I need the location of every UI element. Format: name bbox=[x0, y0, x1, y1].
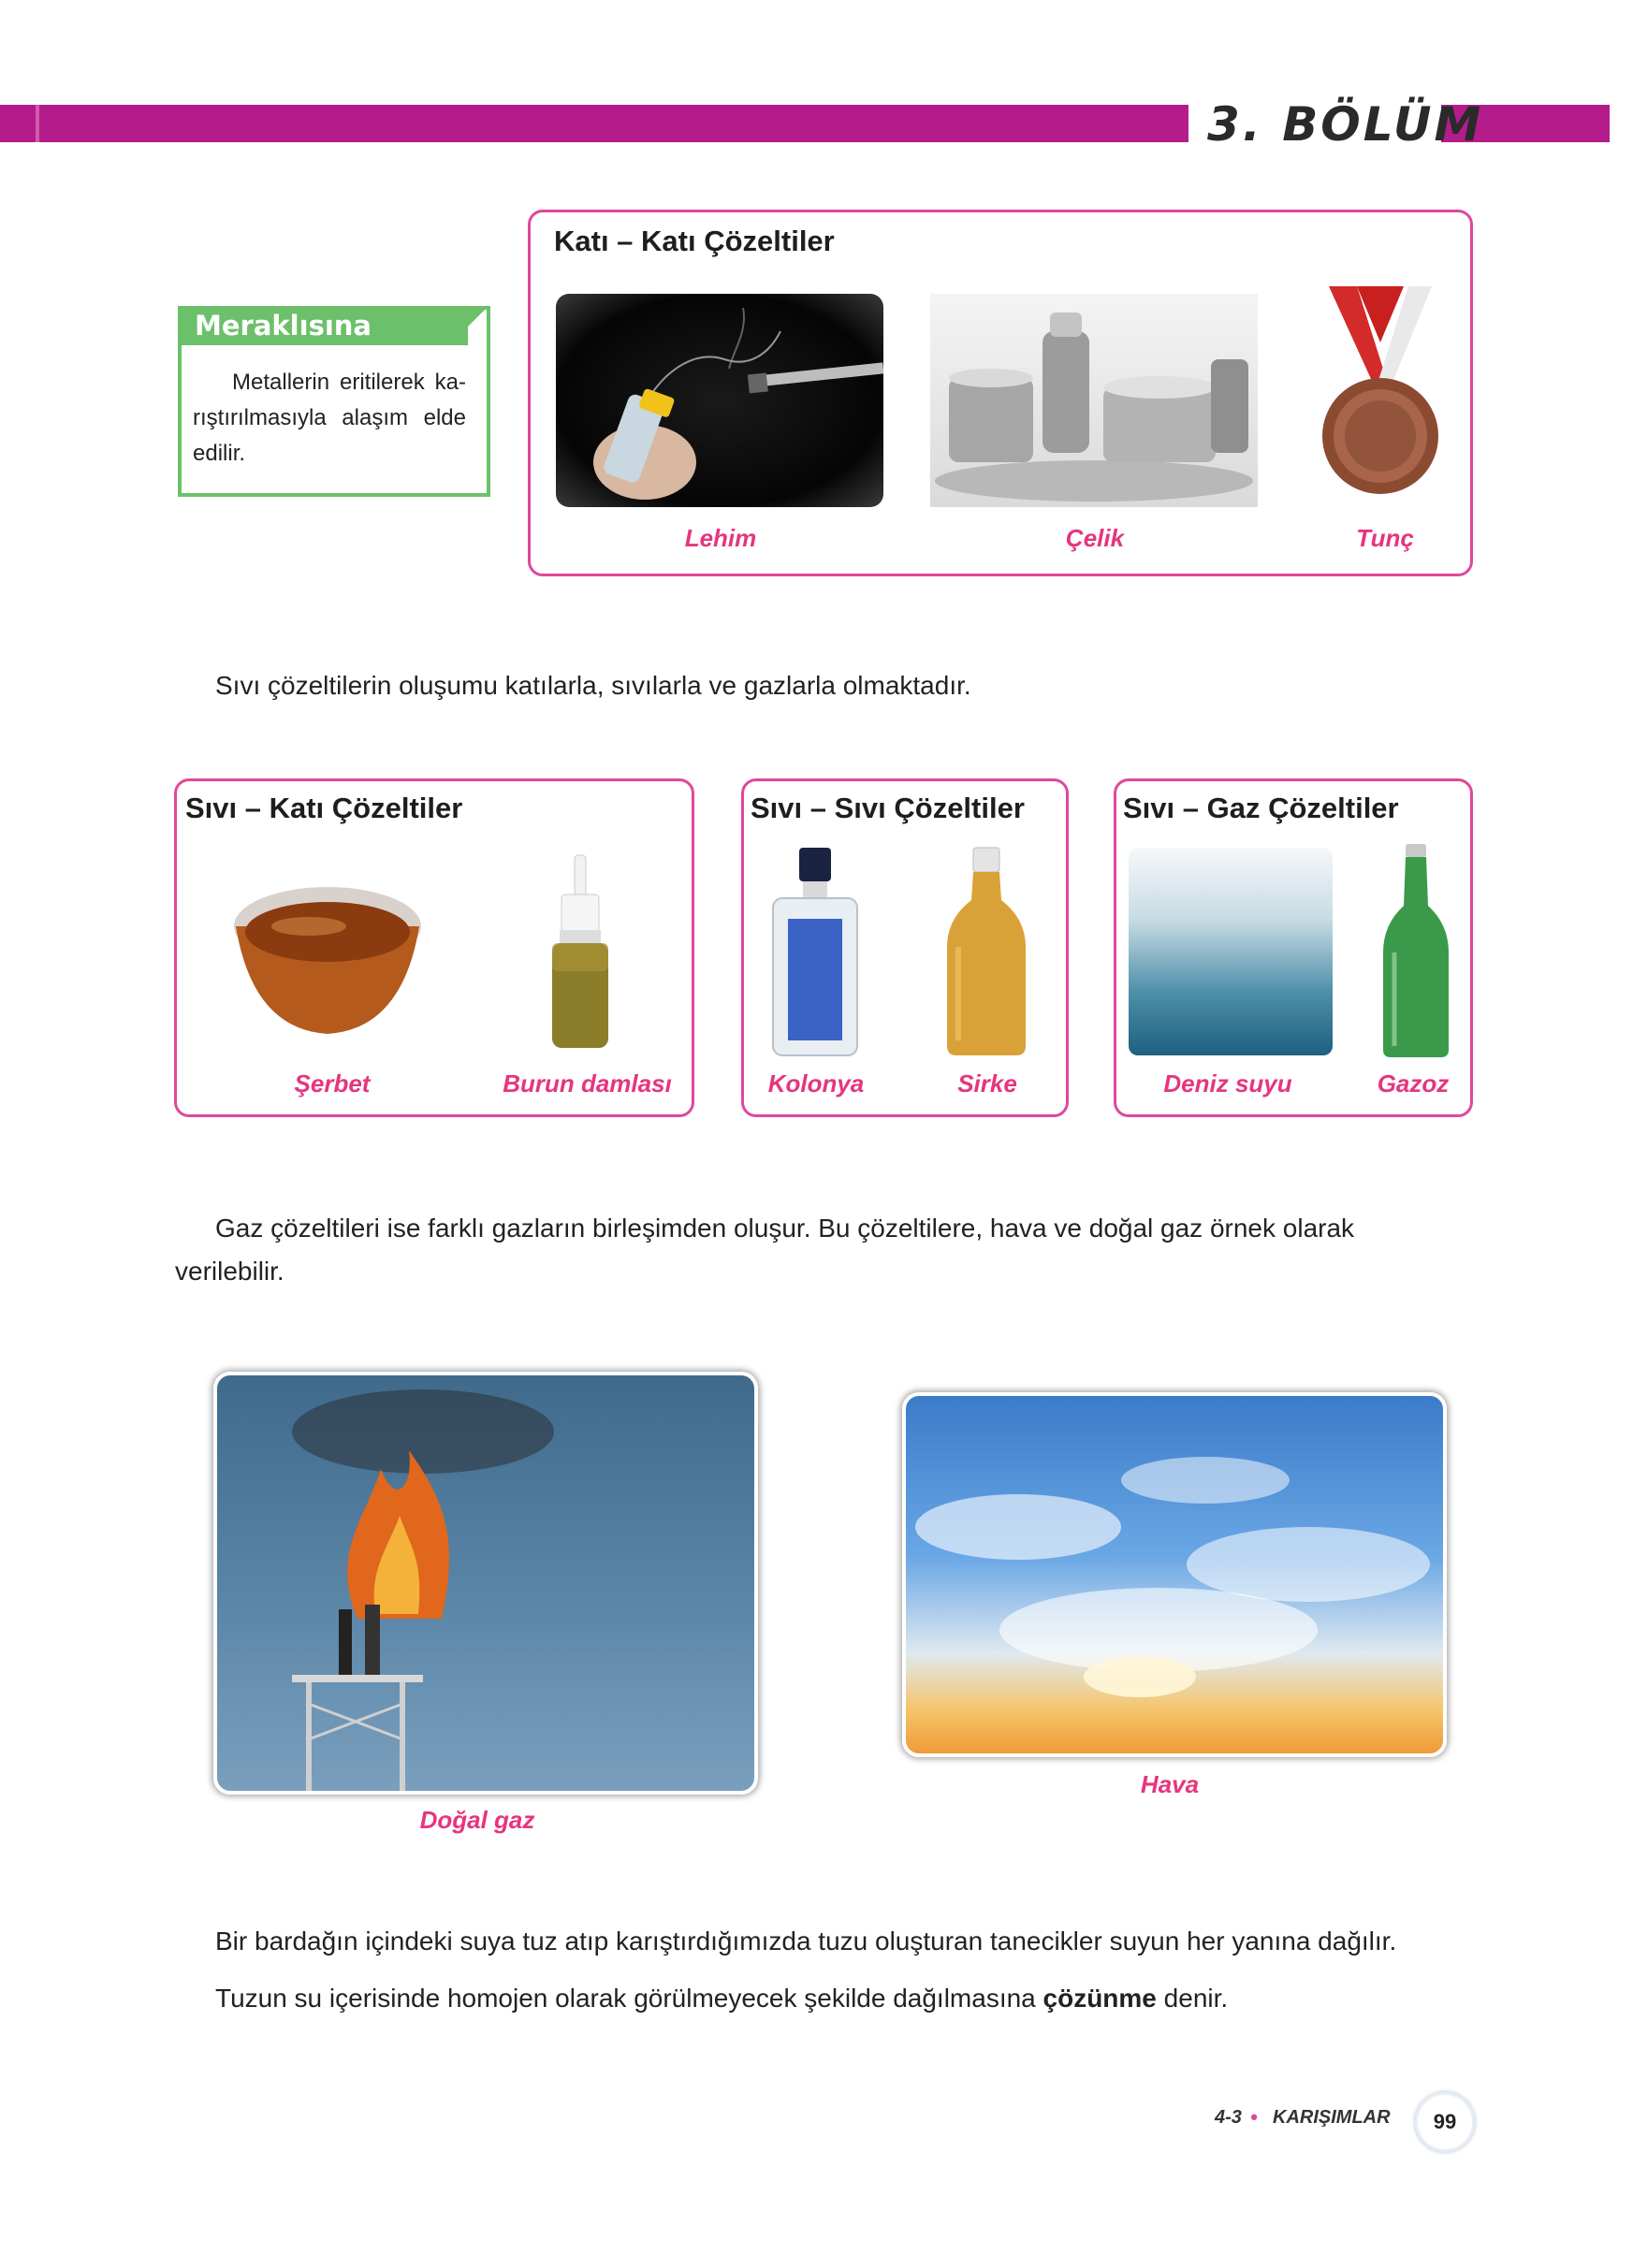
paragraph-liquid-solutions: Sıvı çözeltilerin oluşumu katılarla, sıvılarla ve gazlarla olmaktadır. bbox=[215, 671, 971, 700]
footer-bullet: • bbox=[1250, 2105, 1258, 2129]
curiosity-note-line: rıştırılmasıyla alaşım elde bbox=[193, 405, 466, 430]
dissolution-text-before: Tuzun su içerisinde homojen olarak görülmeyecek şekilde dağılmasına bbox=[215, 1984, 1043, 2013]
sea-water-image bbox=[1129, 848, 1333, 1055]
solder-image bbox=[556, 294, 883, 507]
cologne-bottle-image bbox=[764, 844, 867, 1059]
syrup-bowl-image bbox=[225, 851, 430, 1048]
soda-bottle-image bbox=[1374, 840, 1458, 1061]
air-label: Hava bbox=[1140, 1770, 1200, 1798]
page-number: 99 bbox=[1415, 2092, 1475, 2152]
paragraph-gas-solutions-line-1: Gaz çözeltileri ise farklı gazların birleşimden oluşur. Bu çözeltilere, hava ve doğal gaz örnek olarak bbox=[215, 1214, 1355, 1243]
vinegar-bottle-image bbox=[940, 844, 1033, 1059]
solid-solid-label-2: Çelik bbox=[1065, 524, 1125, 552]
liquid-gas-label-1: Deniz suyu bbox=[1163, 1069, 1292, 1098]
liquid-gas-title: Sıvı – Gaz Çözeltiler bbox=[1123, 792, 1399, 824]
solid-solid-title: Katı – Katı Çözeltiler bbox=[554, 225, 835, 257]
curiosity-note-title: Meraklısına bbox=[195, 310, 372, 342]
paragraph-dissolution-definition bbox=[215, 1977, 1228, 2020]
bronze-medal-image bbox=[1301, 286, 1460, 511]
footer-topic: KARIŞIMLAR bbox=[1273, 2107, 1391, 2128]
liquid-gas-label-2: Gazoz bbox=[1377, 1069, 1450, 1098]
curiosity-note-line: edilir. bbox=[193, 441, 246, 466]
nasal-drops-image bbox=[533, 850, 627, 1055]
dissolution-text-after: denir. bbox=[1156, 1984, 1229, 2013]
curiosity-note-text bbox=[193, 365, 466, 472]
natural-gas-photo bbox=[213, 1372, 758, 1795]
footer-unit: 4-3 bbox=[1215, 2107, 1242, 2128]
header-band-notch bbox=[36, 105, 39, 142]
header-band-left bbox=[0, 105, 1188, 142]
air-sky-photo bbox=[902, 1392, 1447, 1757]
liquid-solid-label-1: Şerbet bbox=[294, 1069, 371, 1098]
liquid-solid-label-2: Burun damlası bbox=[503, 1069, 672, 1098]
chapter-title: 3. BÖLÜM bbox=[1207, 97, 1484, 152]
liquid-solid-title: Sıvı – Katı Çözeltiler bbox=[185, 792, 463, 824]
curiosity-note-line: Metallerin eritilerek ka- bbox=[232, 370, 466, 395]
liquid-liquid-title: Sıvı – Sıvı Çözeltiler bbox=[751, 792, 1025, 824]
solid-solid-label-3: Tunç bbox=[1356, 524, 1414, 552]
liquid-liquid-label-2: Sirke bbox=[957, 1069, 1017, 1098]
paragraph-gas-solutions-line-2: verilebilir. bbox=[175, 1257, 284, 1286]
curiosity-note-corner bbox=[468, 306, 488, 327]
paragraph-salt-dispersion: Bir bardağın içindeki suya tuz atıp karıştırdığımızda tuzu oluşturan tanecikler suyun her yanına dağılır. bbox=[215, 1926, 1397, 1955]
steel-cookware-image bbox=[930, 294, 1258, 507]
liquid-liquid-label-1: Kolonya bbox=[767, 1069, 865, 1098]
natural-gas-label: Doğal gaz bbox=[419, 1806, 535, 1834]
solid-solid-label-1: Lehim bbox=[684, 524, 757, 552]
dissolution-term: çözünme bbox=[1042, 1984, 1157, 2013]
